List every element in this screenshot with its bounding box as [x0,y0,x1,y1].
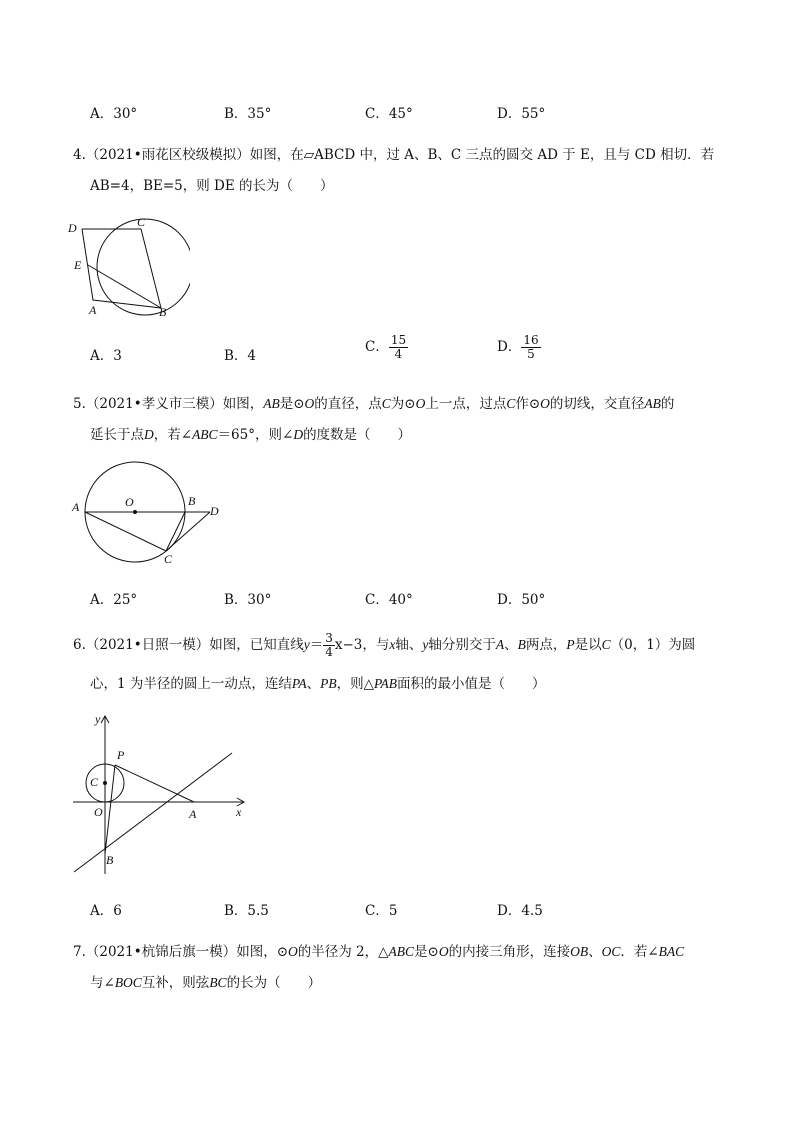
q4-option-d-numerator: 16 [523,333,539,347]
q4-option-c-prefix: C． [365,339,389,355]
q4-stem-line2: AB=4，BE=5，则 DE 的长为（ ） [90,178,334,194]
q4-option-d-denominator: 5 [527,347,535,361]
q4-option-a: A．3 [90,348,122,364]
q5-label-d: D [210,504,219,518]
q5-option-c: C．40° [365,592,413,608]
q4-label-c: C [137,215,146,229]
q4-circle [97,219,190,315]
q3-option-c: C．45° [365,106,413,122]
q5-option-a: A．25° [90,592,138,608]
q5-stem-line2: 延长于点D，若∠ABC＝65°，则∠D的度数是（ ） [90,427,412,443]
q6-slope-fraction: $\frac{3}{4}$ [325,631,333,659]
q5-label-o: O [125,495,134,509]
q4-stem-line1: 4.（2021•雨花区校级模拟）如图，在▱ABCD 中，过 A、B、C 三点的圆交 AD 于 E，且与 CD 相切．若 [73,147,715,163]
q3-option-b: B．35° [224,106,272,122]
q6-stem-line2: 心，1 为半径的圆上一动点，连结PA、PB，则△PAB面积的最小值是（ ） [90,676,546,692]
q3-option-a: A．30° [90,106,138,122]
q5-stem-line1: 5.（2021•孝义市三模）如图，AB是⊙O的直径，点C为⊙O上一点，过点C作⊙O的切线，交直径AB的 [73,396,675,412]
q6-label-o: O [94,805,103,819]
q6-option-d: D．4.5 [497,903,543,919]
q5-center-dot [133,510,137,514]
q4-option-d-prefix: D． [497,339,522,355]
q6-segment-pa [115,765,194,802]
q6-option-a: A．6 [90,903,122,919]
q6-label-y: y [95,712,101,726]
q6-label-x: x [236,805,242,819]
q4-figure [60,212,190,322]
q6-figure [66,706,256,878]
q4-option-c-denominator: 4 [394,347,403,361]
q4-option-d-fraction [521,334,540,361]
q4-label-b: B [159,305,167,319]
q4-label-e: E [74,258,82,272]
q5-label-a: A [72,500,80,514]
q6-segment-pb [105,765,115,854]
q4-option-b: B．4 [224,348,257,364]
q6-option-c: C．5 [365,903,398,919]
q5-tangent-cd [166,512,210,551]
q4-option-c [365,334,408,361]
q5-figure [68,455,233,570]
q4-label-a: A [89,303,97,317]
q6-label-a: A [189,807,197,821]
q5-label-b: B [188,494,196,508]
q4-option-c-numerator: 15 [390,333,407,347]
q6-label-c: C [90,775,99,789]
q4-option-d [497,334,541,361]
q5-segment-bc [166,512,185,551]
q6-center-dot [103,781,107,785]
q7-stem-line2: 与∠BOC互补，则弦BC的长为（ ） [90,975,322,991]
q3-option-d: D．55° [497,106,546,122]
q6-stem-line1: 6.（2021•日照一模）如图，已知直线y＝ $\frac{3}{4}$ x−3，与x轴、y轴分别交于A、B两点，P是以C（0，1）为圆 [73,631,696,659]
q5-option-b: B．30° [224,592,272,608]
q6-option-b: B．5.5 [224,903,269,919]
q6-label-b: B [106,853,114,867]
q4-label-d: D [68,221,77,235]
q6-label-p: P [117,748,125,762]
q4-option-c-fraction [389,334,408,361]
q7-stem-line1: 7.（2021•杭锦后旗一模）如图，⊙O的半径为 2，△ABC是⊙O的内接三角形，连接OB、OC．若∠BAC [73,944,685,960]
q4-segment-be [88,265,161,308]
q5-option-d: D．50° [497,592,546,608]
q5-label-c: C [164,552,173,566]
